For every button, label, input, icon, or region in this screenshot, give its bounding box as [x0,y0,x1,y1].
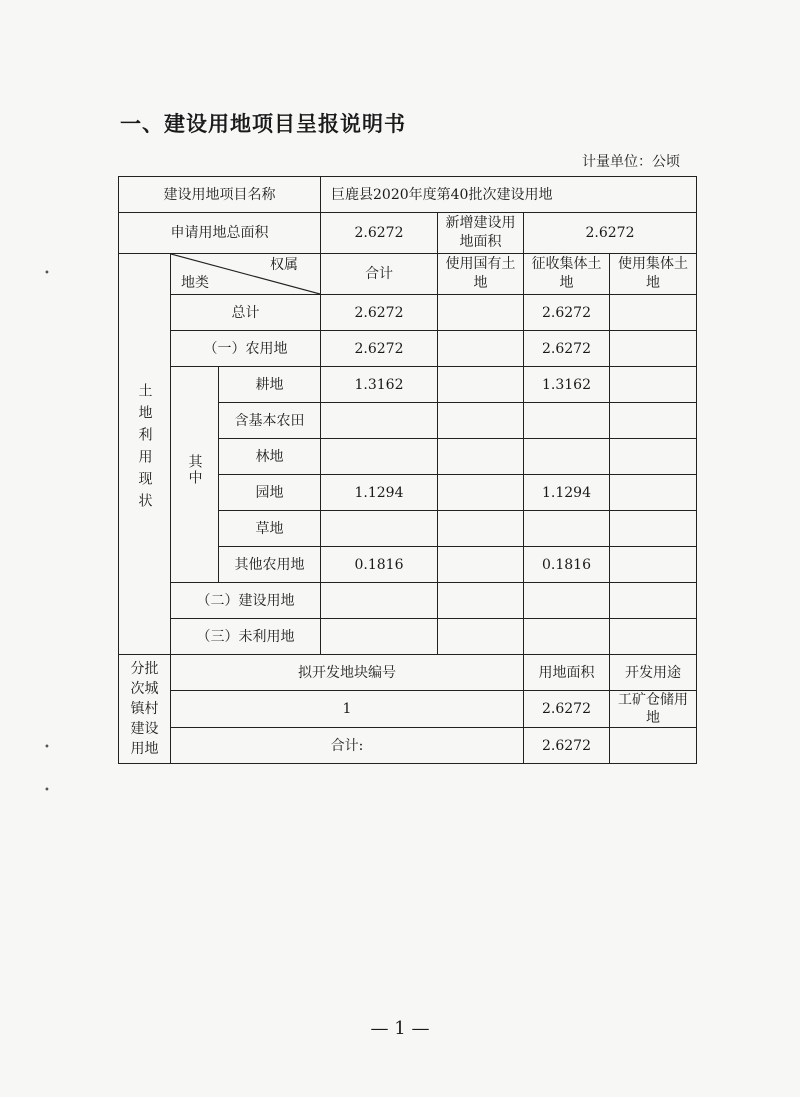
table-row [119,295,697,331]
cell-acquired [524,619,610,655]
page-title: 一、建设用地项目呈报说明书 [120,112,406,136]
cell-state [438,295,524,331]
row-batch-header [119,655,697,691]
table-row [119,367,697,403]
area-label: 申请用地总面积 [119,213,321,254]
row-batch-total [119,728,697,764]
cell-total [321,511,438,547]
new-area-value: 2.6272 [524,213,697,254]
cell-acquired: 1.1294 [524,475,610,511]
row-project-area [119,213,697,254]
batch-total-label: 合计: [171,728,524,764]
header-collective-used: 使用集体土地 [610,254,697,295]
cell-used [610,475,697,511]
cell-total [321,403,438,439]
cell-acquired: 2.6272 [524,331,610,367]
new-area-label: 新增建设用地面积 [438,213,524,254]
category-ownership-header [171,254,321,295]
header-area: 用地面积 [524,655,610,691]
row-label: （一）农用地 [171,331,321,367]
row-label: 园地 [219,475,321,511]
cell-area: 2.6272 [524,691,610,728]
cell-used [610,331,697,367]
cell-state [438,511,524,547]
header-state-land: 使用国有土地 [438,254,524,295]
header-total: 合计 [321,254,438,295]
row-land-use-header [119,254,697,295]
cell-used [610,403,697,439]
report-table [118,176,697,764]
among-text: 其中 [186,453,203,486]
page-number: — 1 — [370,1018,430,1039]
header-category: 地类 [181,275,209,291]
report-table-container [118,176,696,764]
cell-total: 0.1816 [321,547,438,583]
cell-used [610,619,697,655]
batch-section-text: 分批次城镇村建设用地 [130,661,159,757]
header-ownership: 权属 [270,257,298,273]
among-label [171,367,219,583]
header-parcel: 拟开发地块编号 [171,655,524,691]
cell-purpose: 工矿仓储用地 [610,691,697,728]
cell-state [438,367,524,403]
table-row [119,619,697,655]
cell-acquired [524,403,610,439]
row-label: （二）建设用地 [171,583,321,619]
cell-state [438,547,524,583]
cell-used [610,547,697,583]
header-collective-acquired: 征收集体土地 [524,254,610,295]
unit-label: 计量单位：公顷 [582,154,680,170]
land-use-section-text: 土地利用现状 [136,383,153,515]
cell-total: 1.3162 [321,367,438,403]
project-name-value: 巨鹿县2020年度第40批次建设用地 [321,177,697,213]
batch-section-label [119,655,171,764]
cell-acquired [524,583,610,619]
cell-total: 1.1294 [321,475,438,511]
table-row [119,331,697,367]
batch-total-purpose [610,728,697,764]
row-project-name [119,177,697,213]
cell-state [438,439,524,475]
cell-state [438,403,524,439]
cell-total [321,583,438,619]
cell-used [610,295,697,331]
row-label: 林地 [219,439,321,475]
row-label: 含基本农田 [219,403,321,439]
row-label: 耕地 [219,367,321,403]
row-label: （三）未利用地 [171,619,321,655]
cell-used [610,439,697,475]
cell-used [610,511,697,547]
cell-parcel: 1 [171,691,524,728]
project-name-label: 建设用地项目名称 [119,177,321,213]
header-purpose: 开发用途 [610,655,697,691]
cell-state [438,583,524,619]
cell-total: 2.6272 [321,331,438,367]
cell-total [321,619,438,655]
scan-mark-dot: • [44,785,50,796]
table-row [119,691,697,728]
row-label: 总计 [171,295,321,331]
cell-used [610,367,697,403]
cell-total [321,439,438,475]
scan-mark-dot: • [44,742,50,753]
area-value: 2.6272 [321,213,438,254]
batch-total-area: 2.6272 [524,728,610,764]
row-label: 其他农用地 [219,547,321,583]
cell-acquired [524,511,610,547]
cell-total: 2.6272 [321,295,438,331]
cell-acquired [524,439,610,475]
cell-state [438,475,524,511]
table-row [119,583,697,619]
cell-acquired: 0.1816 [524,547,610,583]
scan-mark-dot: • [44,268,50,279]
row-label: 草地 [219,511,321,547]
cell-acquired: 2.6272 [524,295,610,331]
cell-state [438,619,524,655]
cell-acquired: 1.3162 [524,367,610,403]
land-use-section-label [119,254,171,655]
cell-state [438,331,524,367]
cell-used [610,583,697,619]
